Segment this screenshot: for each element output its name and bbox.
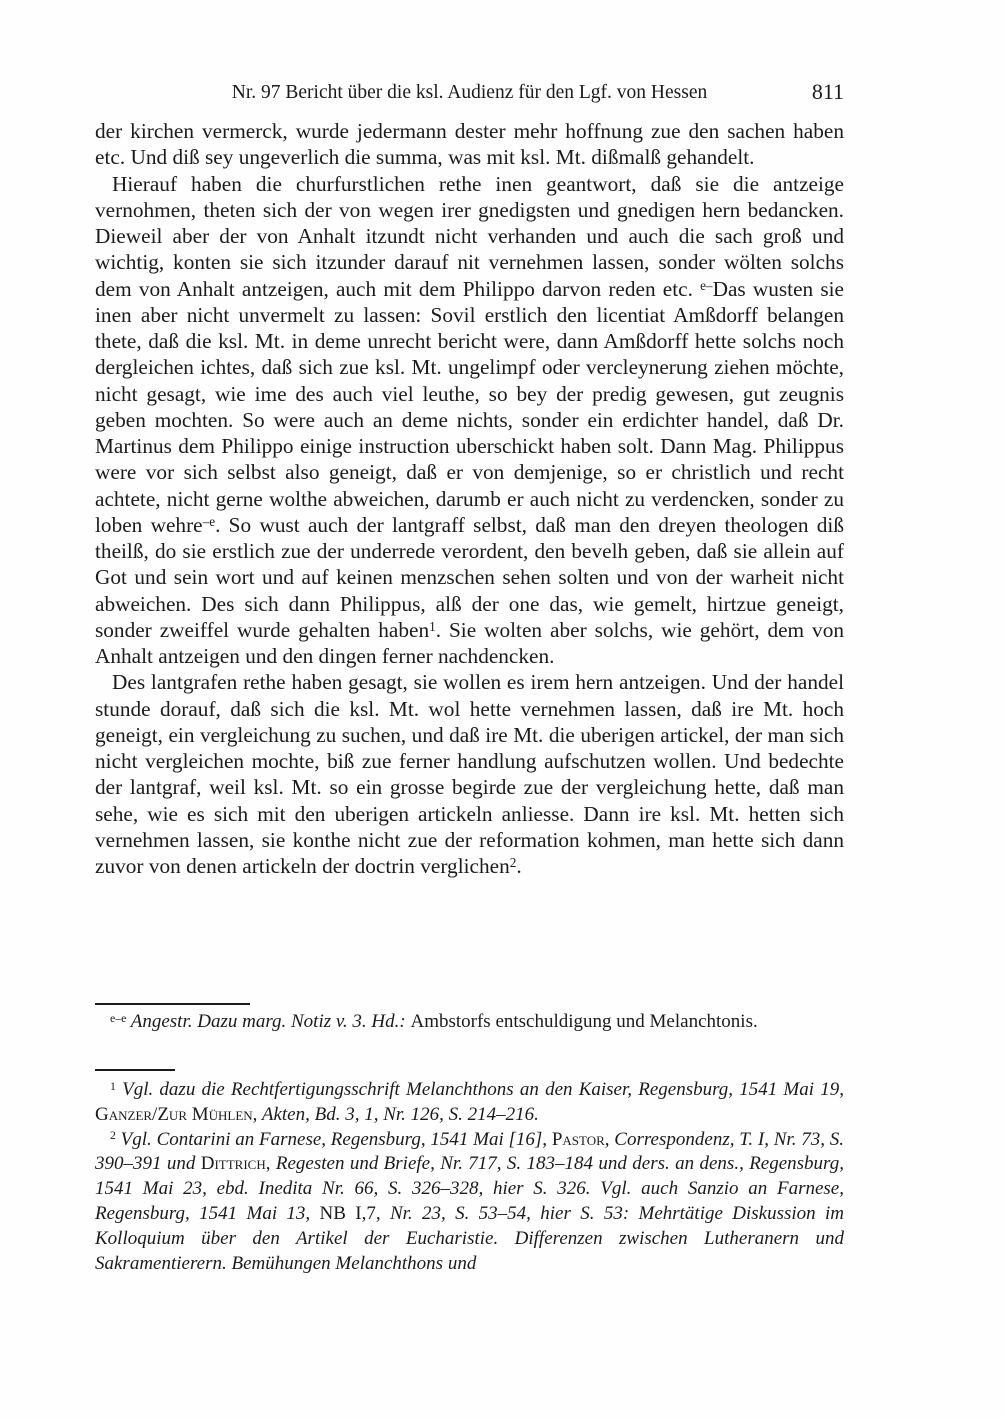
text-run: e–e <box>110 1011 127 1025</box>
text-run: Vgl. Contarini an Farnese, Regensburg, 1541 Mai [16], <box>115 1128 552 1150</box>
text-run: . Sie wolten aber solchs, wie gehört, dem von Anhalt antzeigen und den dingen ferner nachdencken. <box>95 617 844 668</box>
text-run: Hierauf haben die churfurstlichen rethe inen geantwort, daß sie die antzeige vernohmen, theten sich der von wegen irer gnedigsten und gnedigen hern bedancken. Dieweil aber der von Anhalt itzundt nicht verhanden und auch die sach groß und wichtig, konten sie sich itzunder darauf nit vernehmen lassen, sonder wölten solchs dem von Anhalt antzeigen, auch mit dem Philippo darvon reden etc. <box>95 171 844 301</box>
text-run: Correspondenz, T. I, Nr. 73, S. 390–391 und <box>95 1128 844 1175</box>
text-run: –e <box>202 513 216 529</box>
footnote-2 <box>95 1128 844 1277</box>
text-run: e– <box>700 277 713 293</box>
footnote-1 <box>95 1078 844 1128</box>
running-head-title: Nr. 97 Bericht über die ksl. Audienz für den Lgf. von Hessen <box>231 82 708 103</box>
text-run: Des lantgrafen rethe haben gesagt, sie wollen es irem hern antzeigen. Und der handel stunde dorauf, daß sich die ksl. Mt. wol hette vernehmen lassen, daß ire Mt. hoch geneigt, ein vergleichung zu suchen, und daß ire Mt. die uberigen artickel, der man sich nicht vergleichen mochte, biß zue ferner handlung aufschutzen wollen. Und bedechte der lantgraf, weil ksl. Mt. so ein grosse begirde zue der vergleichung hette, daß man sehe, wie es sich mit den uberigen artickeln anliesse. Dann ire ksl. Mt. hetten sich vernehmen lassen, sie konthe nicht zue der reformation kohmen, man hette sich dann zuvor von denen artickeln der doctrin verglichen <box>95 670 844 878</box>
text-run: Das wusten sie inen aber nicht unvermelt zu lassen: Sovil erstlich den licentiat Amßdorff belangen thete, daß die ksl. Mt. in deme unrecht bericht were, dann Amßdorff hette solchs noch dergleichen ichtes, daß sich zue ksl. Mt. ungelimpf oder vercleynerung ziehen möchte, nicht gesagt, wie ime des auch viel leuthe, so bey der predig gewesen, gut zeugnis geben mochten. So were auch an deme nichts, sonder ein erdichter handel, daß Dr. Martinus dem Philippo einige instruction uberschickt haben solt. Dann Mag. Philippus were vor sich selbst also geneigt, daß er von demjenige, so er christlich und recht achtete, nicht gerne wolthe abweichen, darumb er auch nicht zu verdencken, sonder zu loben wehre <box>95 276 844 537</box>
footnote-separator-rule <box>95 1069 175 1071</box>
text-run: 1 <box>429 618 436 634</box>
text-run: Pastor, <box>551 1128 610 1150</box>
running-head <box>95 80 844 106</box>
apparatus-separator-rule <box>95 1003 250 1005</box>
page-number: 811 <box>811 79 844 104</box>
paragraph-1 <box>95 118 844 171</box>
main-text <box>95 118 844 879</box>
paragraph-3 <box>95 669 844 879</box>
text-run: Ambstorfs entschuldigung und Melanchtonis. <box>410 1011 758 1032</box>
text-run: Ganzer/Zur Mühlen, <box>95 1103 258 1125</box>
paragraph-2 <box>95 171 844 670</box>
text-run: Vgl. dazu die Rechtfertigungsschrift Melanchthons an den Kaiser, Regensburg, 1541 Mai 19, <box>115 1079 844 1100</box>
footnote-block <box>95 1078 844 1276</box>
apparatus-note-e <box>95 1010 844 1035</box>
text-run: 1 <box>110 1079 116 1093</box>
text-run: Dittrich, <box>200 1153 271 1175</box>
text-run: der kirchen vermerck, wurde jedermann dester mehr hoffnung zue den sachen haben etc. Und diß sey ungeverlich die summa, was mit ksl. Mt. dißmalß gehandelt. <box>95 119 844 170</box>
text-run: Akten, Bd. 3, 1, Nr. 126, S. 214–216. <box>257 1103 539 1125</box>
text-run: . <box>516 854 522 878</box>
text-run: 2 <box>110 1129 116 1143</box>
text-run: . So wust auch der lantgraff selbst, daß man den dreyen theologen diß theilß, do sie erstlich zue der underrede verordent, den bevelh geben, daß sie allein auf Got und sein wort und auf keinen menzschen sehen solten und von der warheit nicht abweichen. Des sich dann Philippus, alß der one das, wie gemelt, hirtzue geneigt, sonder zweiffel wurde gehalten haben <box>95 512 844 642</box>
text-run: Angestr. Dazu marg. Notiz v. 3. Hd.: <box>126 1011 411 1032</box>
text-run: , Nr. 23, S. 53–54, hier S. 53: Mehrtätige Diskussion im Kolloquium über den Artikel der Eucharistie. Differenzen zwischen Lutheranern und Sakramentierern. Bemühungen Melanchthons und <box>95 1202 844 1274</box>
text-run: NB I,7 <box>319 1202 376 1224</box>
text-run: Regesten und Briefe, Nr. 717, S. 183–184 und ders. an dens., Regensburg, 1541 Mai 23, ebd. Inedita Nr. 66, S. 326–328, hier S. 326. Vgl. auch Sanzio an Farnese, Regensburg, 1541 Mai 13, <box>95 1153 844 1224</box>
text-run: 2 <box>509 855 517 871</box>
critical-apparatus <box>95 1010 844 1035</box>
